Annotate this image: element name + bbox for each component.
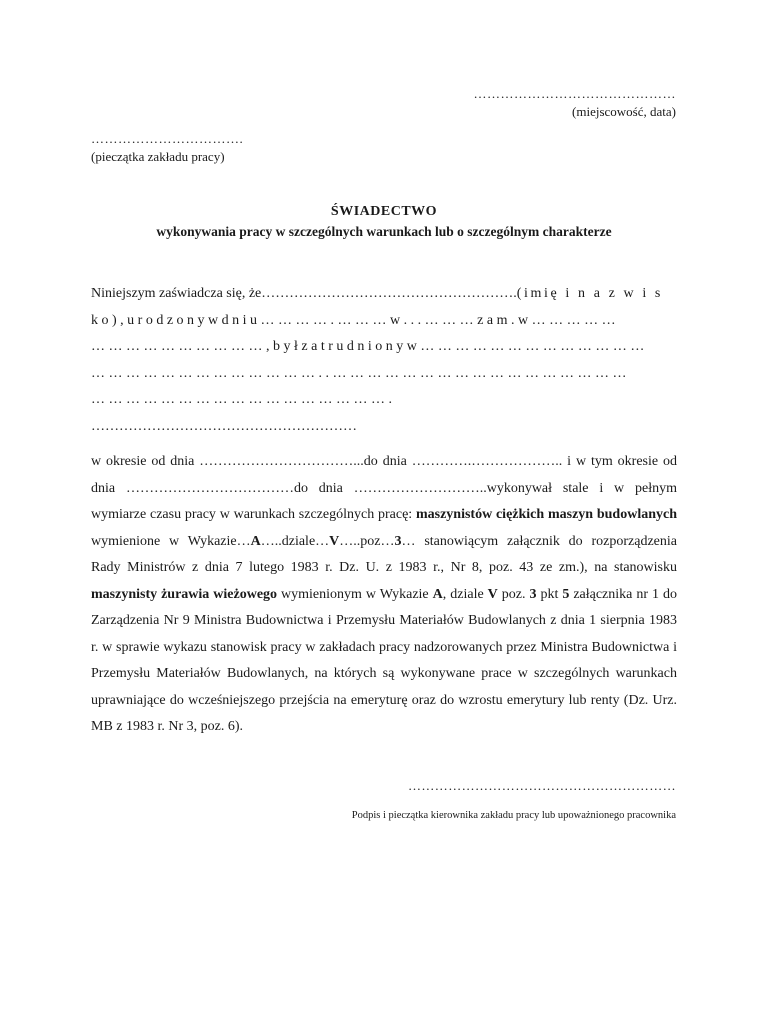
intro-line <box>91 334 677 361</box>
extra-dotted-line: ………………………………………………… <box>91 418 357 434</box>
position-number-bold: 3 <box>394 533 402 549</box>
body-text: wykonywał stale i w pełnym wymiarze czasu pracy w warunkach szczególnych pracę: <box>91 480 677 522</box>
section-number-bold: V <box>487 586 498 602</box>
body-text: wymienione w Wykazie… <box>91 533 251 549</box>
job-title-bold: maszynisty żurawia wieżowego <box>91 586 278 602</box>
address-dotted-field: … … … … … <box>531 312 616 328</box>
body-text: do dnia <box>293 480 343 496</box>
signature-label: Podpis i pieczątka kierownika zakładu pracy lub upoważnionego pracownika <box>351 810 676 821</box>
body-text: załącznika nr 1 do Zarządzenia Nr 9 Ministra Budownictwa i Przemysłu Materiałów Budowlanych z dnia 1 sierpnia 1983 r. w sprawie wykazu stanowisk pracy w zakładach pracy nadzorowanych przez Ministra Budownictwa i Przemysłu Materiałów Budowlanych, na których są wykonywane prace w szczególnych warunkach uprawniające do wcześniejszego przejścia na emeryturę oraz do wzrostu emerytury lub renty (Dz. Urz. MB z 1983 r. Nr 3, poz. 6). <box>91 586 677 734</box>
date-from-field: ……………………………... <box>199 454 364 469</box>
stamp-dotted-line: ……………………………. <box>91 131 244 146</box>
body-text: …..dziale… <box>260 533 330 549</box>
position-number-bold: 3 <box>529 586 537 602</box>
document-title: ŚWIADECTWO <box>330 204 438 219</box>
body-text: i w tym okresie od dnia <box>91 454 678 496</box>
birth-place-dotted-field: . . . … … … <box>403 312 474 328</box>
job-category-bold: maszynistów ciężkich maszyn budowlanych <box>415 507 677 522</box>
birth-date-dotted-field: … … … … . … … … <box>260 312 387 328</box>
intro-line <box>91 281 677 308</box>
section-number-bold: V <box>329 533 340 549</box>
employment-paragraph <box>91 449 677 741</box>
intro-text: (imię i n a z w i s <box>516 286 663 301</box>
body-text: …..poz… <box>339 533 395 549</box>
date-from-field: ……………………………… <box>125 480 294 496</box>
place-date-dotted-line: ……………………………………… <box>473 86 676 101</box>
place-date-label: (miejscowość, data) <box>572 104 676 119</box>
employer-dotted-line: … … … … … … … … … … … … … … … … … . <box>91 392 392 407</box>
intro-text: b y ł z a t r u d n i o n y w <box>273 339 417 354</box>
intro-text: k o ) , u r o d z o n y w d n i u <box>91 312 258 328</box>
employer-dotted-line: … … … … … … … … … … … … … . . … … … … … … … … … … … … … … … … … <box>91 365 627 381</box>
body-text: do dnia <box>363 454 407 469</box>
date-to-field: ……………………….. <box>353 480 487 496</box>
document-subtitle: wykonywania pracy w szczególnych warunkach lub o szczególnym charakterze <box>156 224 612 239</box>
body-text: … stanowiącym załącznik do rozporządzenia Rady Ministrów z dnia 7 lutego 1983 r. Dz. U. z 1983 r., Nr 8, poz. 43 ze zm.), na stanowisku <box>91 533 677 575</box>
stamp-label: (pieczątka zakładu pracy) <box>91 149 225 164</box>
list-letter-bold: A <box>432 586 443 602</box>
signature-dotted-line: …………………………………………………… <box>408 778 676 793</box>
list-letter-bold: A <box>250 533 261 549</box>
body-text: poz. <box>501 586 526 602</box>
intro-text: z a m . w <box>477 312 529 328</box>
date-to-field: ………….……………….. <box>411 454 563 469</box>
employer-dotted-field: … … … … … … … … … … … … … <box>420 339 645 354</box>
body-text: pkt <box>540 586 559 602</box>
intro-text: w <box>390 312 401 328</box>
intro-text: Niniejszym zaświadcza się, że <box>91 286 262 301</box>
name-dotted-field: ………………………………………………. <box>261 286 517 301</box>
intro-line <box>91 308 677 335</box>
body-text: wymienionym w Wykazie <box>281 586 429 602</box>
body-text: w okresie od dnia <box>91 454 195 469</box>
body-text: , dziale <box>442 586 484 602</box>
address-dotted-field: … … … … … … … … … … , <box>91 339 270 354</box>
intro-paragraph <box>91 281 677 440</box>
point-number-bold: 5 <box>562 586 570 602</box>
